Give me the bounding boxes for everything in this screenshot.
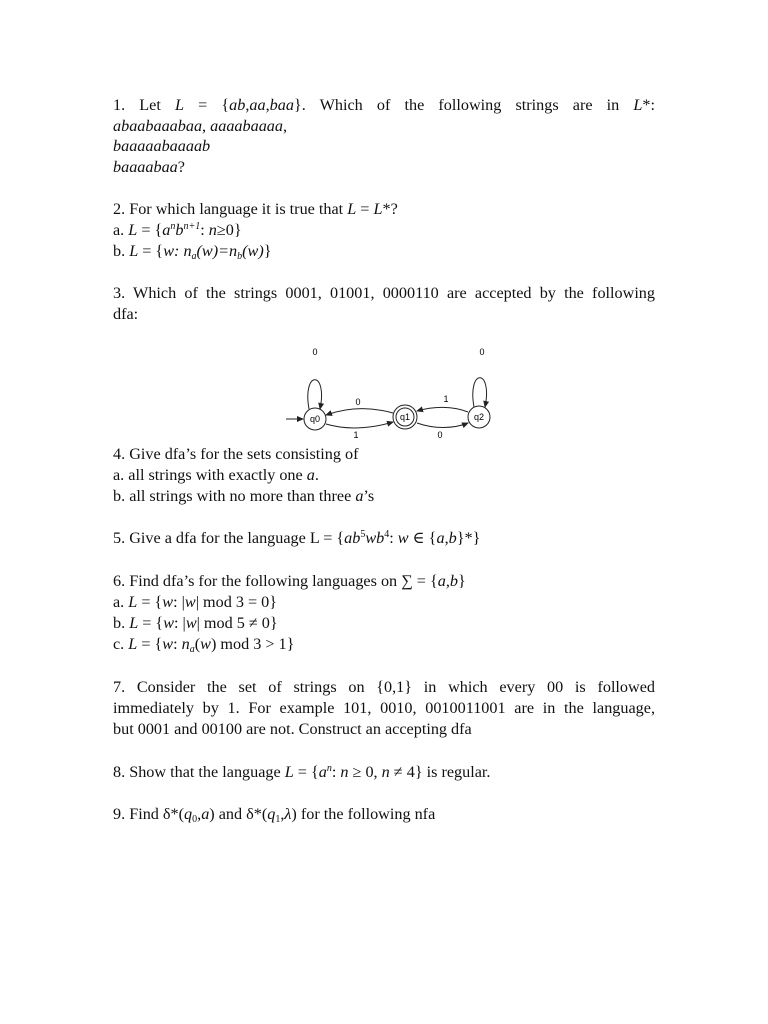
q6-option-b: b. L = {w: |w| mod 5 ≠ 0} (113, 614, 278, 632)
loop-q2-label: 0 (479, 347, 485, 357)
loop-q0-label: 0 (312, 347, 318, 357)
q8-line: 8. Show that the language $L = \{a^n$: n ≥ 0, n ≠ 4} is regular. (113, 763, 491, 781)
dfa-diagram (278, 338, 498, 448)
q4-option-b: b. all strings with no more than three a’s (113, 487, 375, 505)
edge-q1-to-q0 (326, 409, 393, 415)
q4-heading: 4. Give dfa’s for the sets consisting of (113, 445, 359, 463)
edge-q2-to-q1 (417, 407, 468, 412)
q3-line-1: 3. Which of the strings 0001, 01001, 0000110 are accepted by the following (113, 284, 655, 302)
loop-q2 (473, 378, 487, 407)
q4-option-a: a. all strings with exactly one a. (113, 466, 319, 484)
q1-line-3: baaaaabaaaab (113, 137, 211, 155)
state-q1-label: q1 (399, 412, 411, 422)
q2-option-a: a. $L = \{a^nb^{n+1}$: n≥0} (113, 221, 242, 239)
loop-q0 (308, 380, 322, 409)
q6-option-c: c. L = {w: $n_a(w)$ mod 3 > 1} (113, 635, 295, 655)
edge-q0-to-q1 (326, 422, 393, 428)
edge-q0-to-q1-label: 1 (353, 430, 359, 440)
state-q0-label: q0 (309, 414, 321, 424)
q3-line-2: dfa: (113, 305, 139, 323)
q5-line: 5. Give a dfa for the language $L = \{ab^5wb^4$: w ∈ {a,b}*} (113, 529, 481, 547)
q2-heading: 2. For which language it is true that L = L*? (113, 200, 398, 218)
q2-option-b: b. L = {w: $n_a(w)=n_b(w)$} (113, 242, 272, 262)
edge-q1-to-q0-label: 0 (355, 397, 361, 407)
q6-option-a: a. L = {w: |w| mod 3 = 0} (113, 593, 278, 611)
edge-q1-to-q2 (417, 423, 468, 428)
q1-line-4: baaaabaa? (113, 158, 185, 176)
q7-line-1: 7. Consider the set of strings on {0,1} in which every 00 is followed (113, 678, 655, 696)
q9-line: 9. Find $\delta*(q_0,a)$ and $\delta*(q_1,\lambda)$ for the following nfa (113, 805, 436, 825)
q7-line-3: but 0001 and 00100 are not. Construct an accepting dfa (113, 720, 472, 738)
edge-q1-to-q2-label: 0 (437, 430, 443, 440)
q7-line-2: immediately by 1. For example 101, 0010, 0010011001 are in the language, (113, 699, 655, 717)
q6-heading: 6. Find dfa’s for the following languages on ∑ = {a,b} (113, 572, 466, 590)
q1-line-2: abaabaaabaa, aaaabaaaa, (113, 117, 288, 135)
q1-line-1: 1. Let L = {ab,aa,baa}. Which of the following strings are in L*: (113, 96, 655, 114)
edge-q2-to-q1-label: 1 (443, 394, 449, 404)
state-q2-label: q2 (473, 412, 485, 422)
